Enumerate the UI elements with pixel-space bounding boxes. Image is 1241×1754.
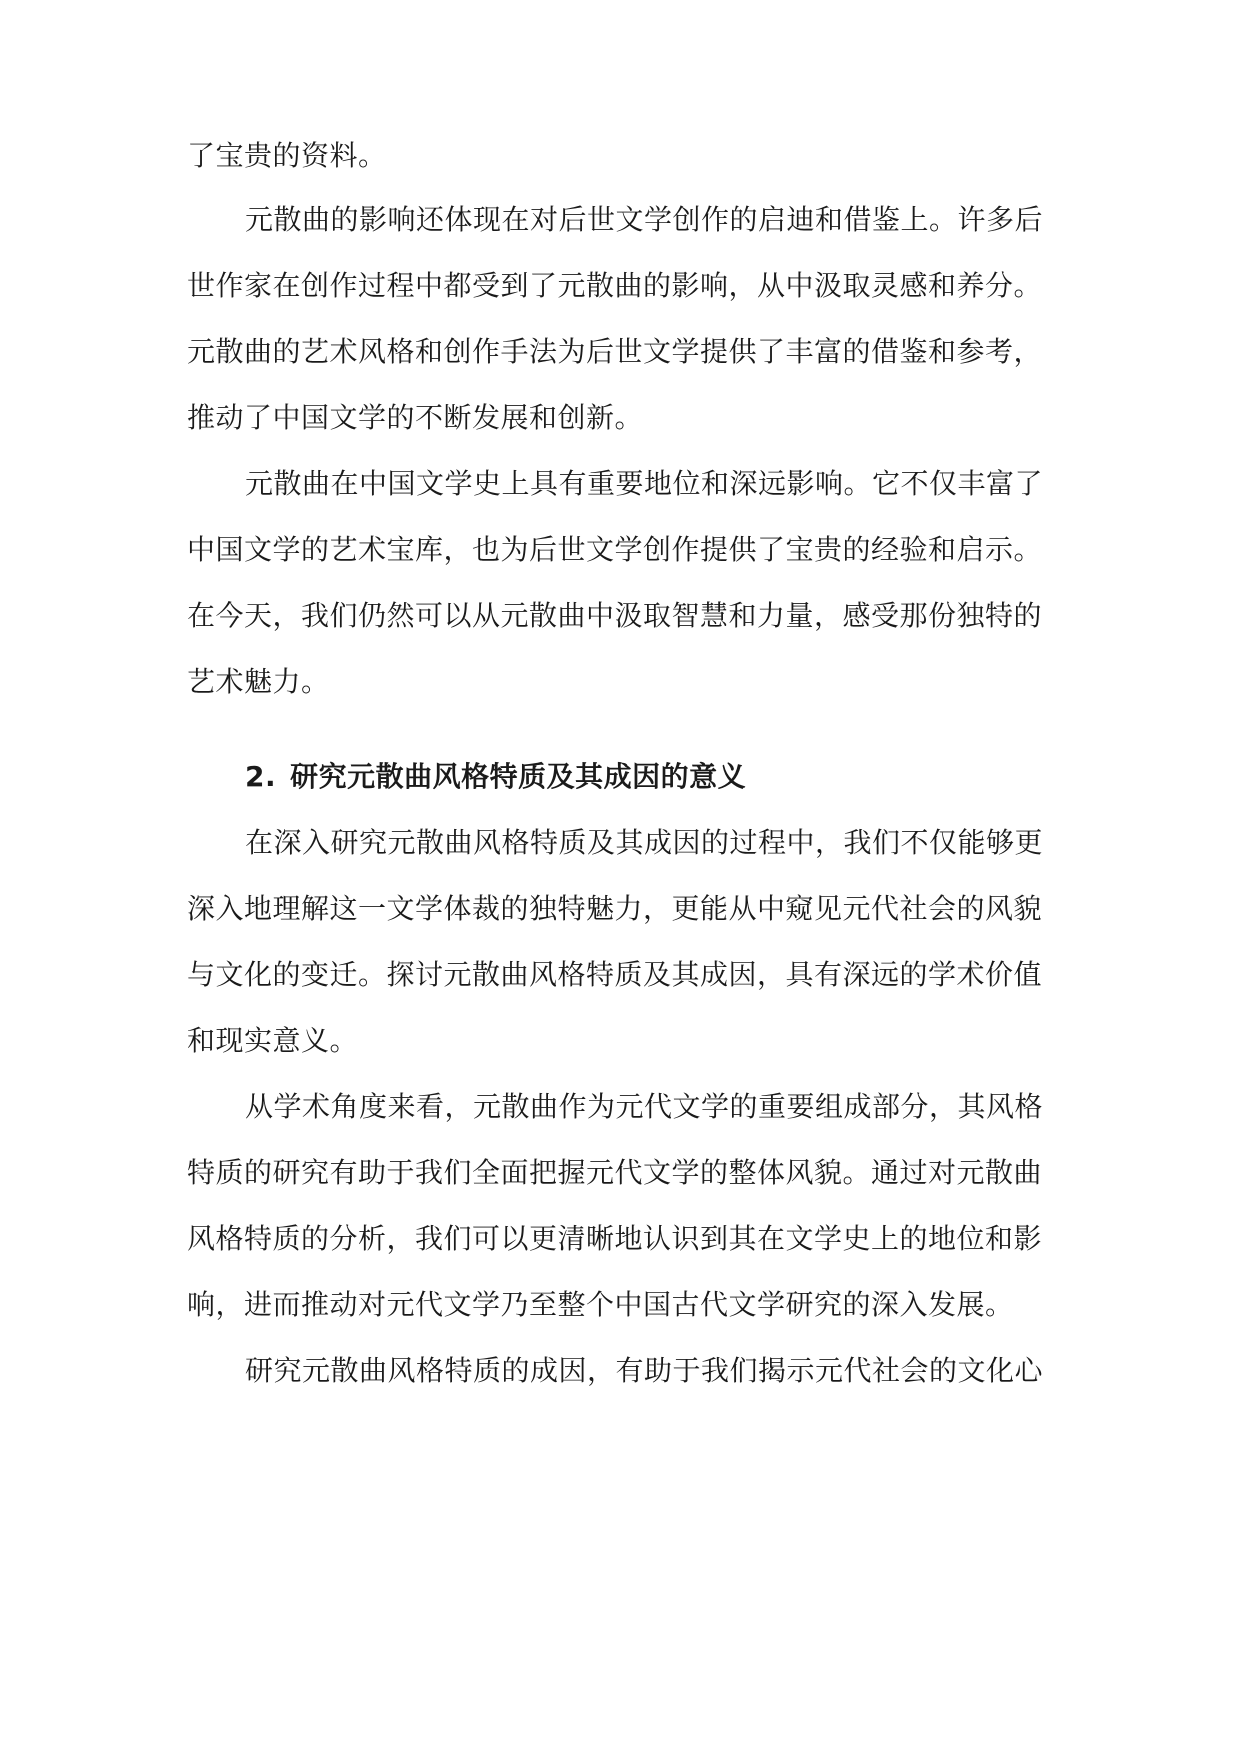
text-line: 风格特质的分析，我们可以更清晰地认识到其在文学史上的地位和影	[187, 1222, 1043, 1255]
text-line: 艺术魅力。	[187, 665, 330, 698]
text-line: 中国文学的艺术宝库，也为后世文学创作提供了宝贵的经验和启示。	[187, 533, 1043, 566]
text-line: 深入地理解这一文学体裁的独特魅力，更能从中窥见元代社会的风貌	[187, 892, 1043, 925]
section-title: 研究元散曲风格特质及其成因的意义	[290, 760, 747, 793]
text-line: 在深入研究元散曲风格特质及其成因的过程中，我们不仅能够更	[245, 826, 1044, 859]
text-line: 与文化的变迁。探讨元散曲风格特质及其成因，具有深远的学术价值	[187, 958, 1043, 991]
text-line: 从学术角度来看，元散曲作为元代文学的重要组成部分，其风格	[245, 1090, 1044, 1123]
text-line: 研究元散曲风格特质的成因，有助于我们揭示元代社会的文化心	[245, 1354, 1044, 1387]
text-line: 和现实意义。	[187, 1024, 359, 1057]
text-line: 元散曲的艺术风格和创作手法为后世文学提供了丰富的借鉴和参考，	[187, 335, 1043, 368]
text-line: 特质的研究有助于我们全面把握元代文学的整体风貌。通过对元散曲	[187, 1156, 1043, 1189]
text-line: 了宝贵的资料。	[187, 139, 387, 172]
section-heading	[245, 757, 746, 797]
text-line: 元散曲的影响还体现在对后世文学创作的启迪和借鉴上。许多后	[245, 203, 1044, 236]
text-line: 元散曲在中国文学史上具有重要地位和深远影响。它不仅丰富了	[245, 467, 1044, 500]
text-line: 响，进而推动对元代文学乃至整个中国古代文学研究的深入发展。	[187, 1288, 1014, 1321]
section-number: 2.	[245, 760, 277, 793]
text-line: 在今天，我们仍然可以从元散曲中汲取智慧和力量，感受那份独特的	[187, 599, 1043, 632]
text-line: 世作家在创作过程中都受到了元散曲的影响，从中汲取灵感和养分。	[187, 269, 1043, 302]
text-line: 推动了中国文学的不断发展和创新。	[187, 401, 644, 434]
